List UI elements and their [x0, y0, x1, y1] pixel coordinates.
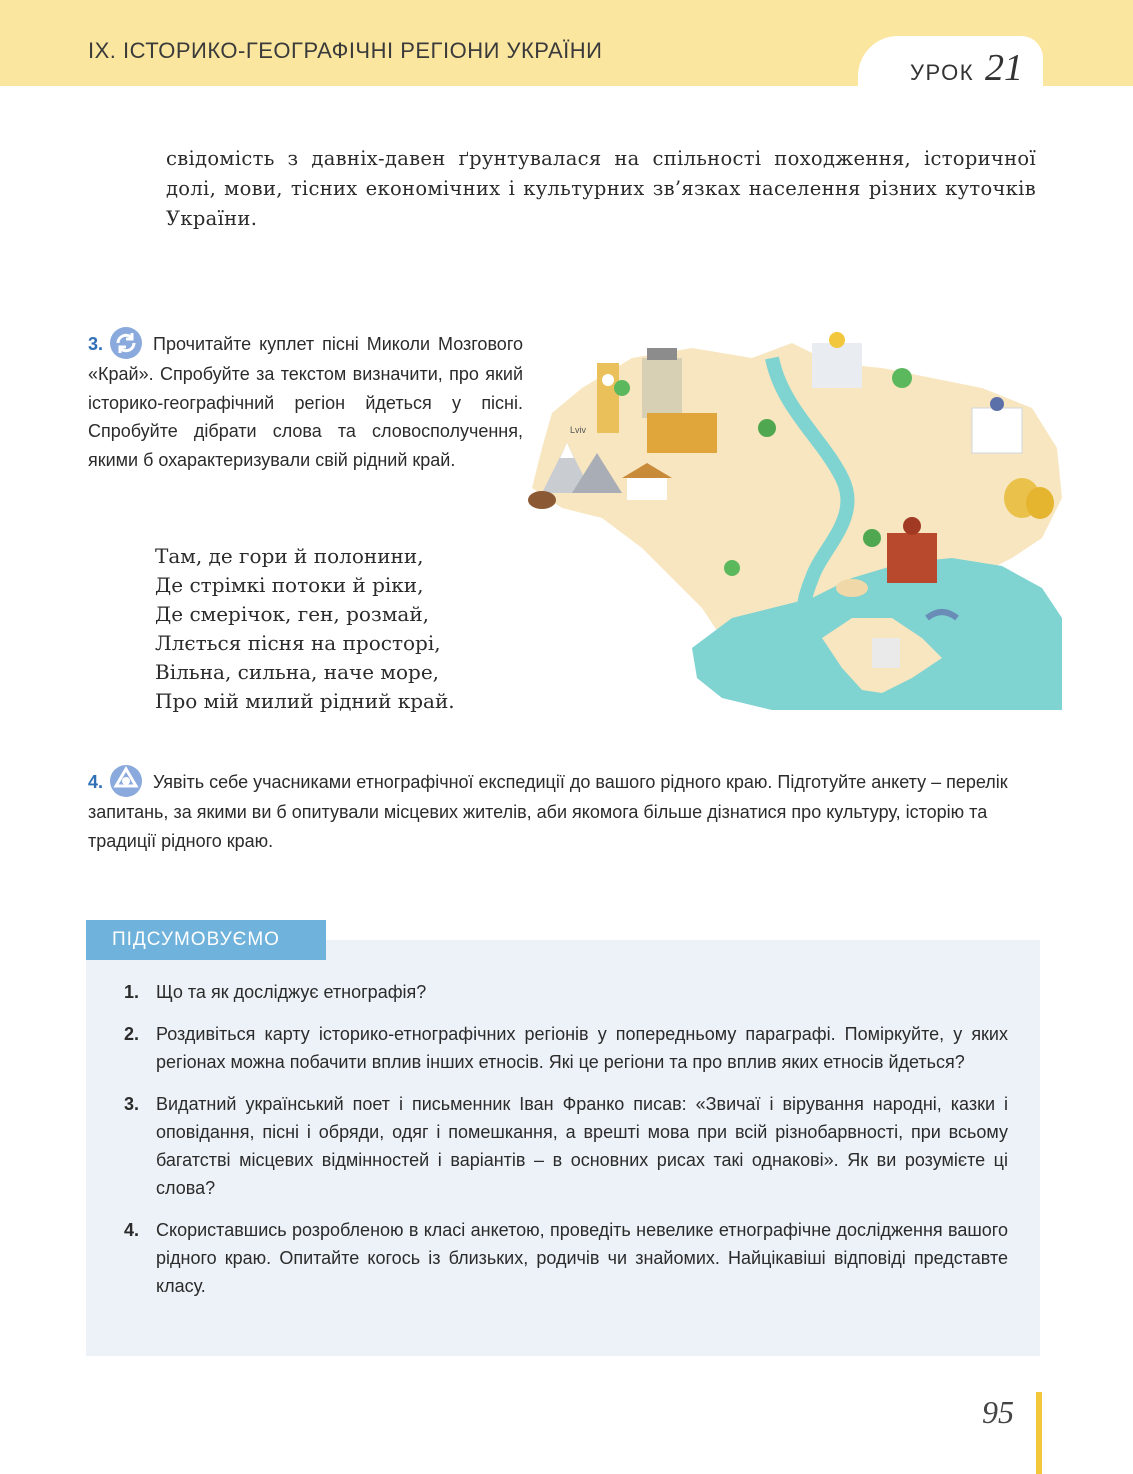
task-4-number: 4.: [88, 772, 104, 792]
rotate-arrows-icon: [109, 326, 143, 360]
lesson-number: 21: [985, 47, 1023, 89]
palace-crimea: [872, 638, 900, 668]
question-text: Роздивіться карту історико-етнографічних регіонів у попередньому параграфі. Поміркуйте, у яких регіонах можна побачити вплив інших етносів. Які це регіони та про вплив яких етносів йдеться?: [156, 1024, 1008, 1072]
task-3: [88, 326, 523, 474]
list-item: [124, 978, 1008, 1006]
task-4-text: Уявіть себе учасниками етнографічної експедиції до вашого рідного краю. Підготуйте анкету – перелік запитань, за якими ви б опитували місцевих жителів, аби якомога більше дізнатися про культуру, історію та традиції рідного краю.: [88, 772, 1008, 851]
poem-line: Де смерічок, ген, розмай,: [155, 602, 430, 626]
question-number: 2.: [124, 1024, 140, 1044]
poem-line: Вільна, сильна, наче море,: [155, 660, 440, 684]
lesson-label: УРОК: [910, 60, 975, 85]
question-number: 4.: [124, 1220, 140, 1240]
section-title: IX. ІСТОРИКО-ГЕОГРАФІЧНІ РЕГІОНИ УКРАЇНИ: [88, 38, 603, 63]
task-4: [88, 764, 1048, 856]
map-city-label: Lviv: [570, 425, 587, 435]
church-north: [812, 332, 862, 388]
summary-title: ПІДСУМОВУЄМО: [86, 920, 326, 960]
cycle-arrows-icon: [109, 764, 143, 798]
question-number: 3.: [124, 1094, 140, 1114]
summary-questions: [124, 978, 1008, 1314]
ukraine-illustrated-map: [522, 318, 1067, 710]
page-accent-bar: [1036, 1392, 1042, 1474]
question-number: 1.: [124, 982, 140, 1002]
question-text: Скориставшись розробленою в класі анкетою, проведіть невелике етнографічне дослідження вашого рідного краю. Опитайте когось із близьких, родичів чи знайомих. Найцікавіші відповіді представте класу.: [156, 1220, 1008, 1296]
poem-line: Про мій милий рідний край.: [155, 689, 455, 713]
horse: [836, 579, 868, 597]
poem-line: Ллється пісня на просторі,: [155, 631, 441, 655]
list-item: [124, 1216, 1008, 1300]
town-hall: [597, 363, 619, 433]
poem-line: Де стрімкі потоки й ріки,: [155, 573, 424, 597]
list-item: [124, 1090, 1008, 1202]
bear: [528, 491, 556, 509]
question-text: Що та як досліджує етнографія?: [156, 982, 427, 1002]
poem-line: Там, де гори й полонини,: [155, 544, 424, 568]
question-text: Видатний український поет і письменник Іван Франко писав: «Звичаї і вірування народні, казки і оповідання, пісні і обряди, одяг і помешкання, а врешті мова при всій різнобарвності, при всьому багатстві місцевих відмінностей і варіантів – в основних рисах такі однакові». Як ви розумієте ці слова?: [156, 1094, 1008, 1198]
task-3-text: Прочитайте куплет пісні Миколи Мозгового «Край». Спробуйте за текстом визначити, про який історико-географічний регіон йдеться у пісні. Спробуйте дібрати слова та словосполучення, якими б охарактеризували свій рідний край.: [88, 334, 523, 470]
list-item: [124, 1020, 1008, 1076]
page-number: 95: [982, 1394, 1014, 1430]
poem: [155, 542, 455, 716]
task-3-number: 3.: [88, 334, 104, 354]
intro-paragraph: свідомість з давніх-давен ґрунтувалася на спільності походження, історичної долі, мови, тісних економічних і культурних зв’язках населення різних куточків України.: [166, 147, 1036, 230]
